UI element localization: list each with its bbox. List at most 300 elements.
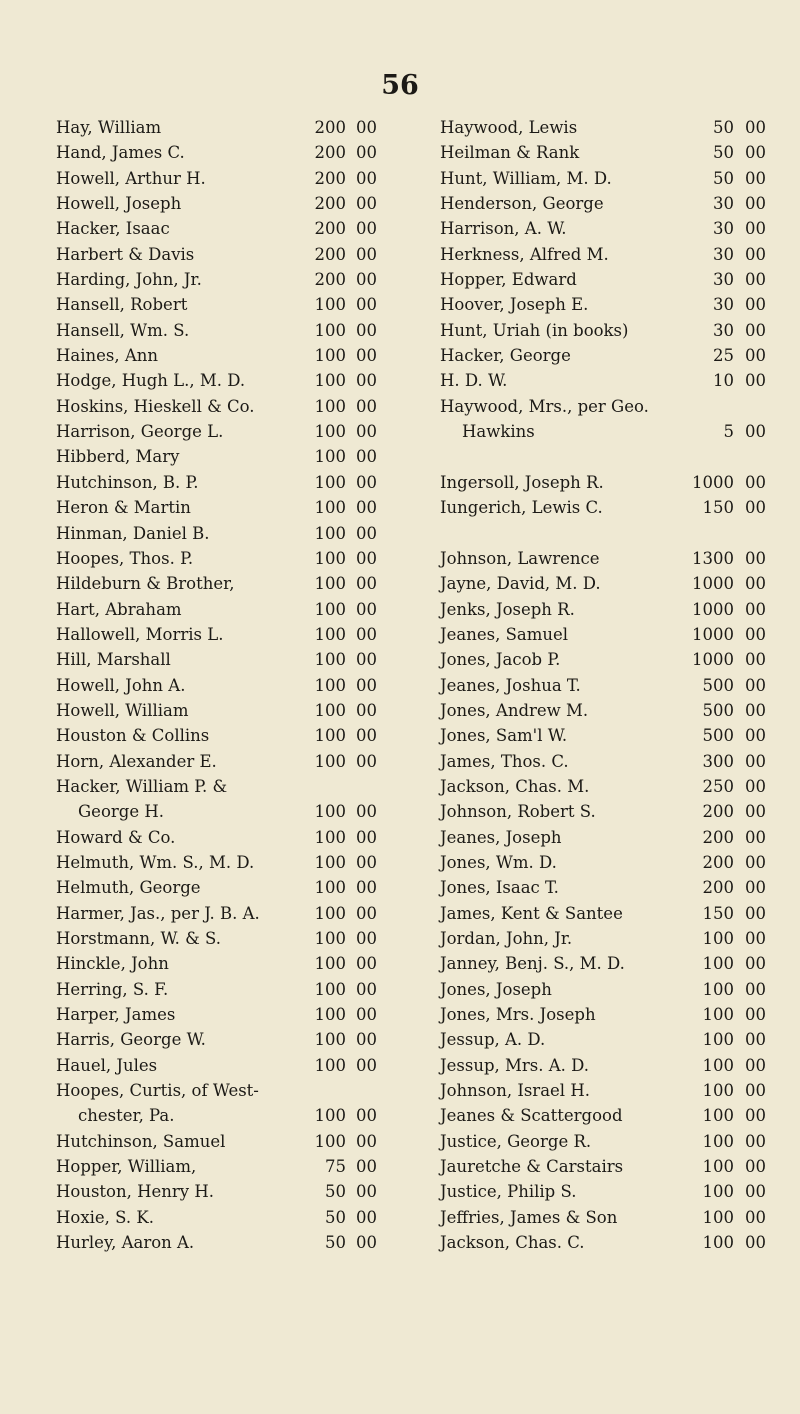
subscription-cents: 00	[356, 650, 377, 670]
subscription-cents: 00	[745, 118, 766, 137]
subscriber-name: Horstmann, W. & S.	[56, 929, 221, 948]
subscription-amount: 100	[314, 929, 346, 948]
list-item	[440, 673, 770, 698]
subscription-cents: 00	[356, 1030, 377, 1050]
subscription-amount: 300	[702, 751, 734, 771]
subscription-amount: 100	[314, 422, 346, 442]
subscription-cents: 00	[745, 143, 766, 163]
subscriber-name: Hoxie, S. K.	[56, 1207, 154, 1227]
subscription-amount: 100	[314, 751, 346, 771]
list-item	[56, 546, 412, 571]
subscriber-name: Jessup, A. D.	[440, 1030, 546, 1050]
subscription-amount: 150	[702, 498, 734, 518]
subscriber-name: Howell, William	[56, 700, 189, 720]
subscription-amount: 200	[314, 143, 346, 163]
subscription-amount: 50	[325, 1182, 346, 1202]
subscriber-name: Jones, Joseph	[440, 979, 552, 999]
list-item	[56, 825, 412, 850]
list-item	[56, 115, 412, 140]
subscription-cents: 00	[745, 168, 766, 188]
subscriber-name: Ingersoll, Joseph R.	[440, 472, 604, 492]
subscription-cents: 00	[356, 472, 377, 492]
list-item	[440, 394, 770, 419]
list-item	[56, 267, 412, 292]
subscription-cents: 00	[356, 827, 377, 847]
subscription-amount: 150	[702, 903, 734, 923]
subscription-amount: 100	[314, 700, 346, 720]
subscription-amount: 100	[702, 1055, 734, 1075]
subscription-amount: 200	[702, 878, 734, 898]
list-item	[56, 343, 412, 368]
list-item	[56, 799, 412, 824]
subscription-amount: 100	[314, 1131, 346, 1151]
subscription-amount: 10	[713, 371, 734, 391]
subscription-amount: 100	[314, 447, 346, 467]
subscription-cents: 00	[745, 903, 766, 923]
subscriber-name: Helmuth, Wm. S., M. D.	[56, 852, 255, 872]
subscription-cents: 00	[745, 624, 766, 644]
subscription-amount: 100	[314, 852, 346, 872]
subscription-cents: 00	[745, 751, 766, 771]
subscription-amount: 50	[713, 143, 734, 163]
subscription-cents: 00	[356, 954, 377, 974]
subscription-cents: 00	[745, 1081, 766, 1101]
subscriber-name: Johnson, Lawrence	[440, 548, 600, 568]
list-item	[56, 444, 412, 469]
list-item	[56, 140, 412, 165]
subscription-amount: 100	[314, 320, 346, 340]
subscriber-name: Heron & Martin	[56, 498, 191, 518]
list-item	[440, 343, 770, 368]
subscription-amount: 200	[702, 827, 734, 847]
subscription-amount: 30	[713, 244, 734, 264]
list-item	[440, 774, 770, 799]
list-item	[440, 825, 770, 850]
subscription-amount: 200	[314, 244, 346, 264]
list-item	[56, 1230, 412, 1255]
list-item	[440, 571, 770, 596]
list-item	[440, 546, 770, 571]
list-item	[440, 622, 770, 647]
subscription-amount: 75	[325, 1157, 346, 1177]
list-item	[440, 242, 770, 267]
subscriber-name: Iungerich, Lewis C.	[440, 498, 603, 518]
subscriber-name: Jessup, Mrs. A. D.	[440, 1055, 590, 1075]
list-item	[56, 622, 412, 647]
subscriber-name: Jeffries, James & Son	[440, 1207, 618, 1227]
subscriber-name: Hallowell, Morris L.	[56, 624, 224, 644]
subscription-cents: 00	[356, 1106, 377, 1126]
subscription-cents: 00	[745, 422, 766, 442]
list-item	[440, 521, 770, 546]
list-item	[56, 1078, 412, 1103]
subscriber-name: Hunt, Uriah (in books)	[440, 320, 629, 340]
list-item	[56, 292, 412, 317]
subscriber-name: Jackson, Chas. C.	[440, 1233, 585, 1253]
subscription-cents: 00	[356, 1182, 377, 1202]
subscription-cents: 00	[356, 346, 377, 366]
subscription-cents: 00	[356, 878, 377, 898]
subscription-cents: 00	[745, 700, 766, 720]
list-item	[56, 850, 412, 875]
subscription-amount: 30	[713, 219, 734, 239]
subscription-amount: 100	[314, 346, 346, 366]
subscriber-list-left-column	[56, 115, 412, 1255]
subscriber-name: Herkness, Alfred M.	[440, 244, 609, 264]
list-item	[56, 495, 412, 520]
subscriber-name: Jeanes, Joshua T.	[440, 675, 581, 695]
subscriber-name: Hinckle, John	[56, 954, 169, 974]
list-item	[56, 1002, 412, 1027]
subscription-amount: 30	[713, 270, 734, 290]
subscription-cents: 00	[745, 726, 766, 746]
list-item	[440, 698, 770, 723]
subscription-cents: 00	[745, 574, 766, 594]
subscriber-name: Houston & Collins	[56, 726, 210, 746]
subscription-amount: 100	[314, 472, 346, 492]
list-item	[56, 1129, 412, 1154]
list-item	[56, 901, 412, 926]
subscriber-name: Howard & Co.	[56, 827, 176, 847]
subscription-cents: 00	[745, 270, 766, 290]
list-item	[56, 1027, 412, 1052]
subscription-cents: 00	[745, 852, 766, 872]
subscription-cents: 00	[745, 1157, 766, 1177]
subscription-amount: 100	[314, 903, 346, 923]
subscription-cents: 00	[356, 447, 377, 467]
subscription-cents: 00	[745, 320, 766, 340]
subscription-cents: 00	[356, 1207, 377, 1227]
list-item	[56, 191, 412, 216]
list-item	[440, 977, 770, 1002]
subscription-cents: 00	[745, 776, 766, 796]
list-item	[440, 419, 770, 444]
subscriber-name: Hawkins	[462, 422, 535, 442]
subscription-amount: 500	[702, 726, 734, 746]
list-item	[440, 267, 770, 292]
subscriber-name: Henderson, George	[440, 194, 604, 214]
subscription-cents: 00	[745, 1131, 766, 1151]
subscription-cents: 00	[356, 1131, 377, 1151]
subscriber-name: Hildeburn & Brother,	[56, 574, 235, 594]
subscriber-name: Johnson, Robert S.	[440, 802, 596, 822]
subscription-amount: 100	[314, 827, 346, 847]
subscriber-name: Harrison, George L.	[56, 422, 224, 442]
list-item	[56, 1179, 412, 1204]
subscriber-name: Hauel, Jules	[56, 1055, 158, 1075]
subscription-cents: 00	[356, 726, 377, 746]
subscriber-name: Haywood, Mrs., per Geo.	[440, 396, 649, 416]
subscriber-name: Hacker, William P. &	[56, 776, 228, 796]
subscriber-name: James, Thos. C.	[440, 751, 569, 771]
subscription-amount: 100	[314, 498, 346, 518]
list-item	[56, 368, 412, 393]
subscription-amount: 100	[314, 1005, 346, 1025]
subscriber-name: Harrison, A. W.	[440, 219, 567, 239]
subscription-cents: 00	[356, 422, 377, 442]
subscription-amount: 100	[314, 624, 346, 644]
subscriber-name: James, Kent & Santee	[440, 903, 623, 923]
subscription-amount: 200	[314, 194, 346, 214]
subscription-cents: 00	[356, 396, 377, 416]
list-item	[440, 470, 770, 495]
subscription-cents: 00	[745, 548, 766, 568]
subscription-amount: 250	[702, 776, 734, 796]
subscriber-name: Haywood, Lewis	[440, 118, 578, 137]
subscriber-name: Hutchinson, B. P.	[56, 472, 199, 492]
page-number: 56	[381, 70, 419, 101]
list-item	[56, 1103, 412, 1128]
subscription-amount: 200	[702, 852, 734, 872]
list-item	[440, 1179, 770, 1204]
list-item	[440, 1154, 770, 1179]
subscriber-name: Jones, Wm. D.	[440, 852, 557, 872]
subscriber-name: Helmuth, George	[56, 878, 201, 898]
subscription-amount: 200	[702, 802, 734, 822]
subscriber-name: Howell, John A.	[56, 675, 186, 695]
subscriber-name: Hay, William	[56, 118, 162, 137]
subscriber-name: Janney, Benj. S., M. D.	[440, 954, 625, 974]
subscription-amount: 50	[325, 1207, 346, 1227]
list-item	[440, 1205, 770, 1230]
subscription-cents: 00	[356, 599, 377, 619]
subscriber-name: Howell, Joseph	[56, 194, 182, 214]
subscriber-name: Houston, Henry H.	[56, 1182, 214, 1202]
subscription-amount: 100	[314, 1106, 346, 1126]
subscription-cents: 00	[745, 219, 766, 239]
list-item	[440, 115, 770, 140]
subscriber-name: Hinman, Daniel B.	[56, 523, 210, 543]
subscription-cents: 00	[356, 903, 377, 923]
subscription-cents: 00	[356, 118, 377, 137]
subscriber-name: Hart, Abraham	[56, 599, 182, 619]
subscription-cents: 00	[745, 878, 766, 898]
subscriber-name: H. D. W.	[440, 371, 508, 391]
list-item	[440, 140, 770, 165]
subscription-cents: 00	[745, 827, 766, 847]
subscription-cents: 00	[745, 1233, 766, 1253]
subscriber-name: Hoopes, Curtis, of West-	[56, 1081, 259, 1101]
subscription-amount: 100	[314, 802, 346, 822]
subscriber-name: Justice, Philip S.	[440, 1182, 577, 1202]
subscription-amount: 100	[314, 979, 346, 999]
subscription-amount: 30	[713, 295, 734, 315]
subscription-amount: 100	[314, 599, 346, 619]
subscriber-name: Hand, James C.	[56, 143, 185, 163]
list-item	[440, 292, 770, 317]
subscription-amount: 100	[314, 371, 346, 391]
subscription-cents: 00	[745, 1030, 766, 1050]
subscription-amount: 1000	[692, 472, 734, 492]
list-item	[440, 495, 770, 520]
list-item	[56, 419, 412, 444]
subscription-amount: 100	[314, 954, 346, 974]
subscription-cents: 00	[356, 1233, 377, 1253]
subscription-amount: 100	[314, 548, 346, 568]
list-item	[56, 521, 412, 546]
list-item	[56, 875, 412, 900]
list-item	[440, 444, 770, 469]
list-item	[56, 647, 412, 672]
list-item	[56, 749, 412, 774]
subscriber-name: Jeanes, Joseph	[440, 827, 562, 847]
list-item	[56, 318, 412, 343]
subscriber-name: Jones, Jacob P.	[440, 650, 561, 670]
list-item	[56, 1154, 412, 1179]
list-item	[440, 875, 770, 900]
list-item	[440, 951, 770, 976]
list-item	[56, 723, 412, 748]
subscriber-name: Hopper, William,	[56, 1157, 197, 1177]
subscription-cents: 00	[356, 244, 377, 264]
list-item	[56, 597, 412, 622]
list-item	[56, 216, 412, 241]
subscriber-name: Hoskins, Hieskell & Co.	[56, 396, 255, 416]
subscription-cents: 00	[356, 523, 377, 543]
subscription-cents: 00	[356, 979, 377, 999]
list-item	[56, 673, 412, 698]
subscription-cents: 00	[356, 1157, 377, 1177]
subscription-amount: 200	[314, 219, 346, 239]
subscription-cents: 00	[356, 498, 377, 518]
subscriber-name: Jordan, John, Jr.	[440, 929, 573, 948]
subscription-cents: 00	[745, 599, 766, 619]
subscriber-name: chester, Pa.	[78, 1106, 175, 1126]
subscription-cents: 00	[745, 1106, 766, 1126]
subscription-cents: 00	[356, 675, 377, 695]
list-item	[440, 216, 770, 241]
list-item	[56, 394, 412, 419]
subscriber-name: Jenks, Joseph R.	[440, 599, 575, 619]
subscription-cents: 00	[356, 929, 377, 948]
subscription-amount: 100	[702, 1005, 734, 1025]
subscription-amount: 30	[713, 320, 734, 340]
subscription-cents: 00	[745, 1055, 766, 1075]
subscription-amount: 1000	[692, 599, 734, 619]
subscription-amount: 100	[702, 1106, 734, 1126]
subscription-cents: 00	[356, 1055, 377, 1075]
subscription-amount: 50	[713, 168, 734, 188]
list-item	[440, 647, 770, 672]
list-item	[440, 1129, 770, 1154]
list-item	[56, 242, 412, 267]
subscriber-name: Hill, Marshall	[56, 650, 171, 670]
list-item	[440, 723, 770, 748]
subscriber-name: Haines, Ann	[56, 346, 159, 366]
subscription-amount: 100	[702, 1131, 734, 1151]
subscription-cents: 00	[745, 472, 766, 492]
list-item	[440, 1002, 770, 1027]
subscriber-name: Hopper, Edward	[440, 270, 577, 290]
subscriber-name: George H.	[78, 802, 164, 822]
list-item	[56, 166, 412, 191]
list-item	[440, 166, 770, 191]
subscriber-name: Hoover, Joseph E.	[440, 295, 589, 315]
subscription-amount: 100	[702, 1081, 734, 1101]
list-item	[440, 318, 770, 343]
list-item	[440, 926, 770, 951]
subscription-cents: 00	[356, 168, 377, 188]
subscription-amount: 500	[702, 675, 734, 695]
subscription-cents: 00	[745, 1182, 766, 1202]
subscription-amount: 100	[702, 1182, 734, 1202]
subscription-amount: 100	[314, 295, 346, 315]
subscriber-name: Johnson, Israel H.	[440, 1081, 590, 1101]
subscription-amount: 100	[314, 650, 346, 670]
list-item	[440, 191, 770, 216]
list-item	[440, 901, 770, 926]
subscriber-name: Jauretche & Carstairs	[440, 1157, 624, 1177]
subscription-cents: 00	[356, 548, 377, 568]
subscriber-name: Hibberd, Mary	[56, 447, 180, 467]
subscriber-name: Jayne, David, M. D.	[440, 574, 601, 594]
list-item	[440, 597, 770, 622]
subscription-cents: 00	[356, 295, 377, 315]
subscription-cents: 00	[745, 929, 766, 948]
subscription-cents: 00	[745, 498, 766, 518]
subscription-cents: 00	[745, 979, 766, 999]
subscription-cents: 00	[745, 1005, 766, 1025]
subscriber-name: Harding, John, Jr.	[56, 270, 202, 290]
subscription-cents: 00	[745, 650, 766, 670]
subscription-cents: 00	[356, 270, 377, 290]
subscription-cents: 00	[745, 1207, 766, 1227]
subscription-cents: 00	[356, 194, 377, 214]
subscriber-list-right-column	[440, 115, 770, 1255]
subscription-amount: 500	[702, 700, 734, 720]
subscription-amount: 100	[314, 396, 346, 416]
list-item	[56, 926, 412, 951]
subscription-cents: 00	[745, 954, 766, 974]
subscriber-name: Hacker, Isaac	[56, 219, 170, 239]
subscription-amount: 1300	[692, 548, 734, 568]
subscription-cents: 00	[745, 295, 766, 315]
subscription-amount: 100	[314, 523, 346, 543]
subscriber-name: Justice, George R.	[440, 1131, 592, 1151]
subscriber-name: Howell, Arthur H.	[56, 168, 206, 188]
subscription-cents: 00	[356, 802, 377, 822]
subscription-amount: 200	[314, 270, 346, 290]
list-item	[440, 1053, 770, 1078]
list-item	[56, 1205, 412, 1230]
subscriber-name: Harris, George W.	[56, 1030, 206, 1050]
subscriber-name: Harmer, Jas., per J. B. A.	[56, 903, 260, 923]
subscriber-name: Hurley, Aaron A.	[56, 1233, 195, 1253]
subscription-cents: 00	[745, 194, 766, 214]
subscription-cents: 00	[745, 675, 766, 695]
subscriber-name: Heilman & Rank	[440, 143, 580, 163]
subscriber-name: Horn, Alexander E.	[56, 751, 217, 771]
subscription-amount: 1000	[692, 650, 734, 670]
subscription-cents: 00	[356, 574, 377, 594]
subscriber-name: Jeanes & Scattergood	[440, 1106, 623, 1126]
subscription-cents: 00	[356, 751, 377, 771]
subscription-amount: 100	[314, 675, 346, 695]
subscription-cents: 00	[356, 852, 377, 872]
subscription-cents: 00	[356, 700, 377, 720]
subscription-amount: 100	[314, 1030, 346, 1050]
subscriber-name: Jeanes, Samuel	[440, 624, 569, 644]
subscription-amount: 100	[702, 1030, 734, 1050]
subscription-amount: 5	[723, 422, 734, 442]
subscription-amount: 100	[702, 1207, 734, 1227]
subscriber-name: Hunt, William, M. D.	[440, 168, 612, 188]
subscription-amount: 100	[702, 929, 734, 948]
list-item	[440, 1078, 770, 1103]
list-item	[56, 698, 412, 723]
list-item	[440, 799, 770, 824]
list-item	[56, 1053, 412, 1078]
